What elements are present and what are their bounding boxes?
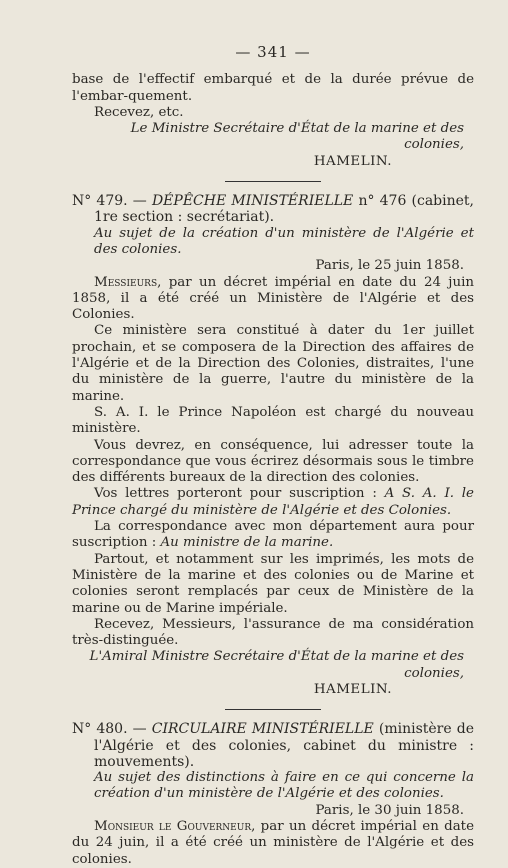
signer-title: Le Ministre Secrétaire d'État de la marine et des colonies, <box>130 121 464 153</box>
paragraph: Recevez, Messieurs, l'assurance de ma considération très-distinguée. <box>72 616 474 649</box>
document-heading <box>72 193 474 226</box>
paragraph: Messieurs, par un décret impérial en date du 24 juin 1858, il a été créé un Ministère de l'Algérie et des Colonies. <box>72 274 474 323</box>
section-divider <box>225 181 321 182</box>
closing-formula: Recevez, etc. <box>94 104 184 120</box>
document-type: CIRCULAIRE MINISTÉRIELLE <box>151 721 374 738</box>
paragraph: Ce ministère sera constitué à dater du 1er juillet prochain, et se composera de la Direction des affaires de l'Algérie et de la Direction des Colonies, distraites, l'une du ministère de la guerre, l'autre du ministère de la marine. <box>72 323 474 404</box>
signer-title: L'Amiral Ministre Secrétaire d'État de la marine et des colonies, <box>89 649 464 681</box>
salutation: Messieurs <box>94 274 158 290</box>
document-reference: (ministère de l'Algérie et des colonies, cabinet du ministre : mouvements). <box>94 721 474 770</box>
document-479 <box>72 193 474 698</box>
document-type: DÉPÊCHE MINISTÉRIELLE <box>151 193 354 210</box>
paragraph: La correspondance avec mon département aura pour suscription : Au ministre de la marine. <box>72 519 474 551</box>
address-line: Au ministre de la marine. <box>160 535 334 551</box>
paragraph: Vos lettres porteront pour suscription : A S. A. I. le Prince chargé du ministère de l'Algérie et des Colonies. <box>72 486 474 518</box>
signer-name: HAMELIN. <box>313 681 392 697</box>
previous-document-end <box>72 72 474 170</box>
document-subject: Au sujet des distinctions à faire en ce qui concerne la création d'un ministère de l'Algérie et des colonies. <box>94 770 474 802</box>
document-date: Paris, le 25 juin 1858. <box>315 258 464 274</box>
document-number: N° 480. — <box>72 721 152 738</box>
section-divider <box>225 709 321 710</box>
salutation: Monsieur le Gouverneur <box>94 819 252 835</box>
paragraph: Partout, et notamment sur les imprimés, les mots de Ministère de la marine et des colonies ou de Marine et colonies seront remplacés par ceux de Ministère de la marine ou de Marine impériale. <box>72 551 474 616</box>
document-480 <box>72 721 474 868</box>
document-number: N° 479. — <box>72 193 152 210</box>
document-heading <box>72 721 474 770</box>
document-reference: n° 476 (cabinet, 1re section : secrétariat). <box>94 193 474 226</box>
paragraph: Monsieur le Gouverneur, par un décret impérial en date du 24 juin, il a été créé un ministère de l'Algérie et des colonies. <box>72 819 474 867</box>
document-date: Paris, le 30 juin 1858. <box>315 802 464 818</box>
continuation-text: base de l'effectif embarqué et de la durée prévue de l'embar-quement. <box>72 72 474 104</box>
paragraph: S. A. I. le Prince Napoléon est chargé du nouveau ministère. <box>72 404 474 437</box>
page-number: — 341 — <box>235 43 311 61</box>
signer-name: HAMELIN. <box>313 153 392 169</box>
paragraph: Vous devrez, en conséquence, lui adresser toute la correspondance que vous écrirez désormais sous le timbre des différents bureaux de la direction des colonies. <box>72 437 474 486</box>
document-subject: Au sujet de la création d'un ministère de l'Algérie et des colonies. <box>94 225 474 257</box>
address-line: A S. A. I. le Prince chargé du ministère de l'Algérie et des Colonies. <box>72 486 474 518</box>
